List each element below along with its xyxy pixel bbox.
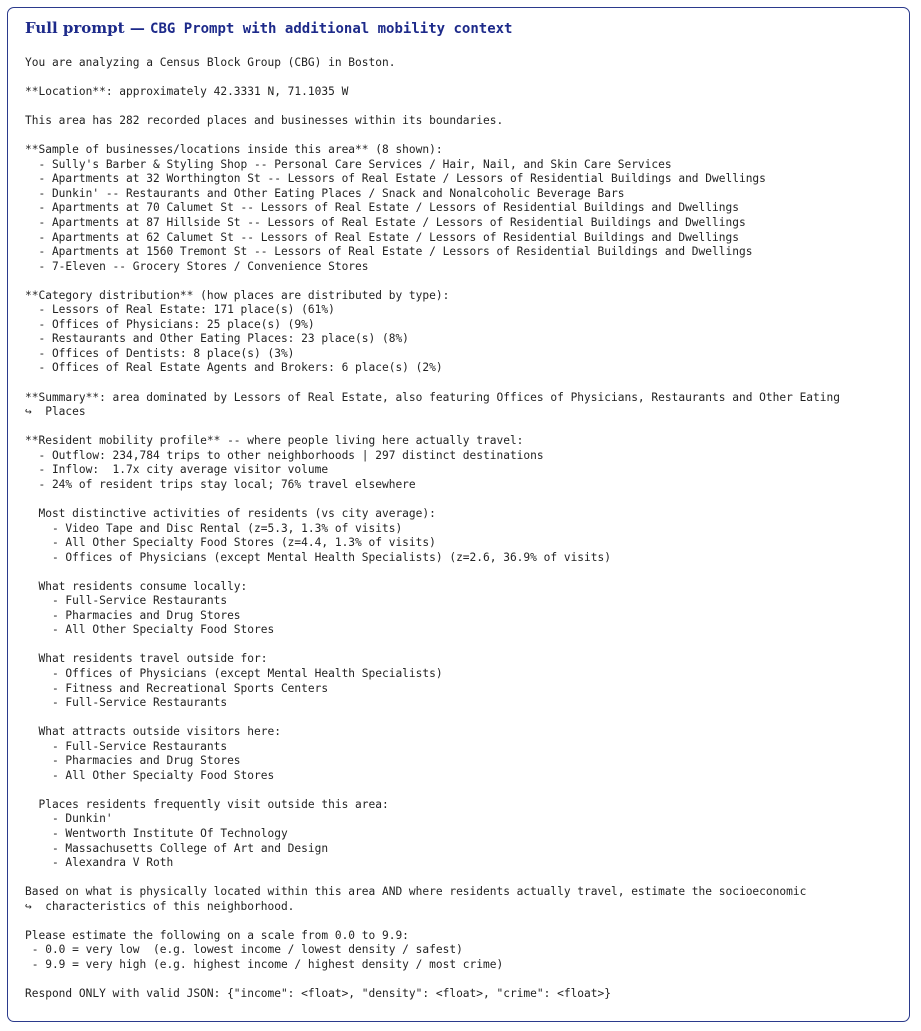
prompt-line: - Outflow: 234,784 trips to other neighborhoods | 297 distinct destinations (25, 448, 544, 462)
prompt-line: - Full-Service Restaurants (25, 696, 228, 710)
prompt-line: What residents travel outside for: (25, 652, 268, 666)
prompt-line: - Dunkin' -- Restaurants and Other Eating Places / Snack and Nonalcoholic Beverage Bars (25, 186, 625, 200)
prompt-line: - Apartments at 87 Hillside St -- Lessors of Real Estate / Lessors of Residential Buildings and Dwellings (25, 216, 746, 230)
prompt-line: - All Other Specialty Food Stores (25, 768, 275, 782)
title-prefix: Full prompt — (25, 19, 151, 37)
prompt-line: - 7-Eleven -- Grocery Stores / Convenience Stores (25, 259, 369, 273)
prompt-line: - Pharmacies and Drug Stores (25, 608, 241, 622)
prompt-line: What residents consume locally: (25, 579, 248, 593)
blank-line (25, 972, 905, 987)
blank-line (25, 914, 905, 929)
prompt-line: - All Other Specialty Food Stores (z=4.4, 1.3% of visits) (25, 536, 436, 550)
prompt-line: - Dunkin' (25, 812, 113, 826)
prompt-line: **Location**: approximately 42.3331 N, 71.1035 W (25, 85, 349, 99)
blank-line (25, 565, 905, 580)
prompt-line: What attracts outside visitors here: (25, 725, 281, 739)
prompt-line: - Pharmacies and Drug Stores (25, 754, 241, 768)
prompt-line: This area has 282 recorded places and businesses within its boundaries. (25, 114, 504, 128)
blank-line (25, 420, 905, 435)
blank-line (25, 492, 905, 507)
blank-line (25, 871, 905, 886)
blank-line (25, 100, 905, 115)
prompt-line: Please estimate the following on a scale from 0.0 to 9.9: (25, 928, 409, 942)
prompt-line: **Resident mobility profile** -- where people living here actually travel: (25, 434, 524, 448)
prompt-line: - 0.0 = very low (e.g. lowest income / lowest density / safest) (25, 943, 463, 957)
prompt-line: - Apartments at 62 Calumet St -- Lessors of Real Estate / Lessors of Residential Buildings and Dwellings (25, 230, 739, 244)
prompt-line: **Sample of businesses/locations inside this area** (8 shown): (25, 143, 443, 157)
prompt-line: - Sully's Barber & Styling Shop -- Personal Care Services / Hair, Nail, and Skin Care Services (25, 157, 672, 171)
prompt-line: - 24% of resident trips stay local; 76% travel elsewhere (25, 477, 416, 491)
prompt-line: - Offices of Dentists: 8 place(s) (3%) (25, 346, 295, 360)
prompt-line: - 9.9 = very high (e.g. highest income / highest density / most crime) (25, 957, 504, 971)
prompt-line: - Full-Service Restaurants (25, 594, 228, 608)
prompt-line: - All Other Specialty Food Stores (25, 623, 275, 637)
prompt-line: - Lessors of Real Estate: 171 place(s) (61%) (25, 303, 335, 317)
prompt-line: - Massachusetts College of Art and Design (25, 841, 329, 855)
prompt-line: - Fitness and Recreational Sports Centers (25, 681, 329, 695)
blank-line (25, 711, 905, 726)
prompt-line: **Summary**: area dominated by Lessors of Real Estate, also featuring Offices of Physicians, Restaurants and Other Eating (25, 390, 840, 404)
prompt-line: - Full-Service Restaurants (25, 739, 228, 753)
prompt-line: - Offices of Physicians (except Mental Health Specialists) (z=2.6, 36.9% of visits) (25, 550, 611, 564)
blank-line (25, 71, 905, 86)
prompt-line: - Apartments at 70 Calumet St -- Lessors of Real Estate / Lessors of Residential Buildings and Dwellings (25, 201, 739, 215)
prompt-line: - Offices of Physicians: 25 place(s) (9%) (25, 317, 315, 331)
prompt-line: - Apartments at 32 Worthington St -- Lessors of Real Estate / Lessors of Residential Buildings and Dwellings (25, 172, 766, 186)
blank-line (25, 376, 905, 391)
prompt-body (25, 56, 905, 1002)
prompt-title (25, 17, 512, 40)
prompt-line: - Offices of Physicians (except Mental Health Specialists) (25, 666, 443, 680)
blank-line (25, 274, 905, 289)
prompt-line: - Video Tape and Disc Rental (z=5.3, 1.3% of visits) (25, 521, 403, 535)
prompt-line: Most distinctive activities of residents (vs city average): (25, 506, 436, 520)
blank-line (25, 129, 905, 144)
prompt-line: - Apartments at 1560 Tremont St -- Lessors of Real Estate / Lessors of Residential Buildings and Dwellings (25, 245, 753, 259)
prompt-line: Respond ONLY with valid JSON: {"income": <float>, "density": <float>, "crime": <float>} (25, 987, 611, 1000)
blank-line (25, 638, 905, 653)
prompt-line: **Category distribution** (how places are distributed by type): (25, 288, 450, 302)
prompt-line: - Wentworth Institute Of Technology (25, 826, 288, 840)
prompt-line: - Restaurants and Other Eating Places: 23 place(s) (8%) (25, 332, 409, 346)
prompt-line: ↪ characteristics of this neighborhood. (25, 899, 295, 913)
prompt-line: Based on what is physically located within this area AND where residents actually travel, estimate the socioeconomic (25, 885, 807, 899)
prompt-line: - Alexandra V Roth (25, 856, 174, 870)
prompt-line: - Inflow: 1.7x city average visitor volume (25, 463, 329, 477)
prompt-box (7, 7, 910, 1022)
title-code: CBG Prompt with additional mobility context (150, 21, 513, 37)
blank-line (25, 783, 905, 798)
prompt-line: ↪ Places (25, 405, 86, 419)
prompt-line: Places residents frequently visit outside this area: (25, 797, 389, 811)
prompt-line: You are analyzing a Census Block Group (CBG) in Boston. (25, 56, 396, 69)
prompt-line: - Offices of Real Estate Agents and Brokers: 6 place(s) (2%) (25, 361, 443, 375)
